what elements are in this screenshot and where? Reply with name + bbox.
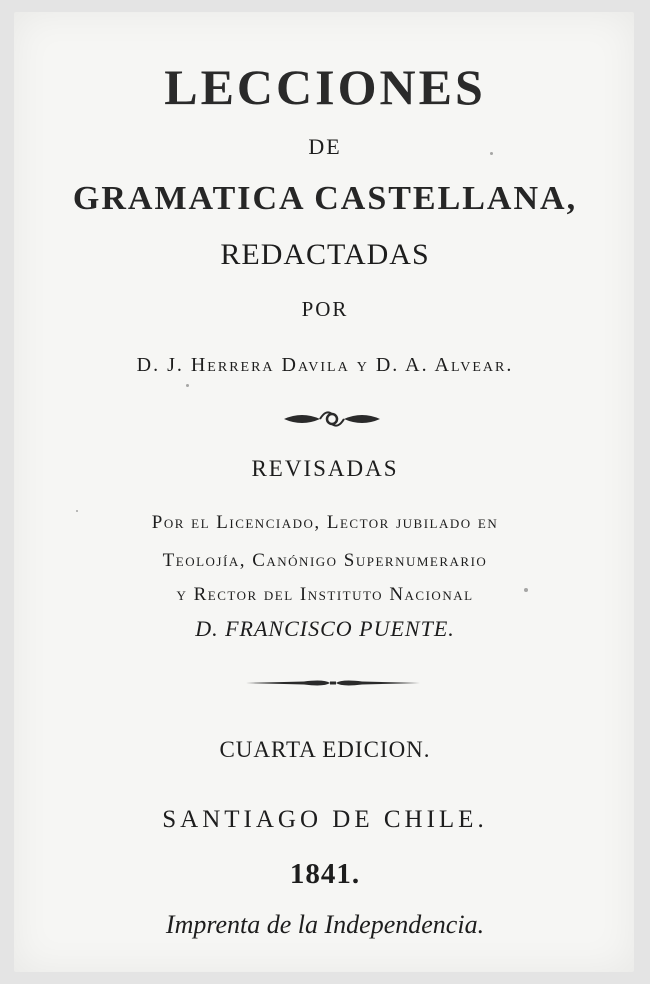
place-of-publication: SANTIAGO DE CHILE. [162, 806, 488, 833]
ink-speck [186, 384, 189, 387]
reviser-line-2: Teolojía, Canónigo Supernumerario [162, 550, 488, 571]
reviser-line-3: y Rector del Instituto Nacional [176, 584, 474, 605]
printer-imprint: Imprenta de la Independencia. [165, 910, 485, 939]
reviser-line-1: Por el Licenciado, Lector jubilado en [151, 512, 499, 533]
title-connector: DE [308, 134, 342, 159]
por-label: POR [301, 297, 349, 321]
fleuron-ornament-icon [282, 407, 382, 431]
revisadas-label: REVISADAS [251, 456, 399, 481]
redactadas-label: REDACTADAS [220, 238, 430, 271]
edition-line: CUARTA EDICION. [219, 737, 431, 762]
authors-line: D. J. Herrera Davila y D. A. Alvear. [136, 354, 514, 376]
reviewer-name: D. FRANCISCO PUENTE. [195, 616, 455, 641]
publication-year: 1841. [289, 858, 361, 890]
book-title: LECCIONES [164, 59, 486, 115]
decorative-rule-icon [244, 676, 422, 690]
book-subject: GRAMATICA CASTELLANA, [72, 180, 578, 217]
